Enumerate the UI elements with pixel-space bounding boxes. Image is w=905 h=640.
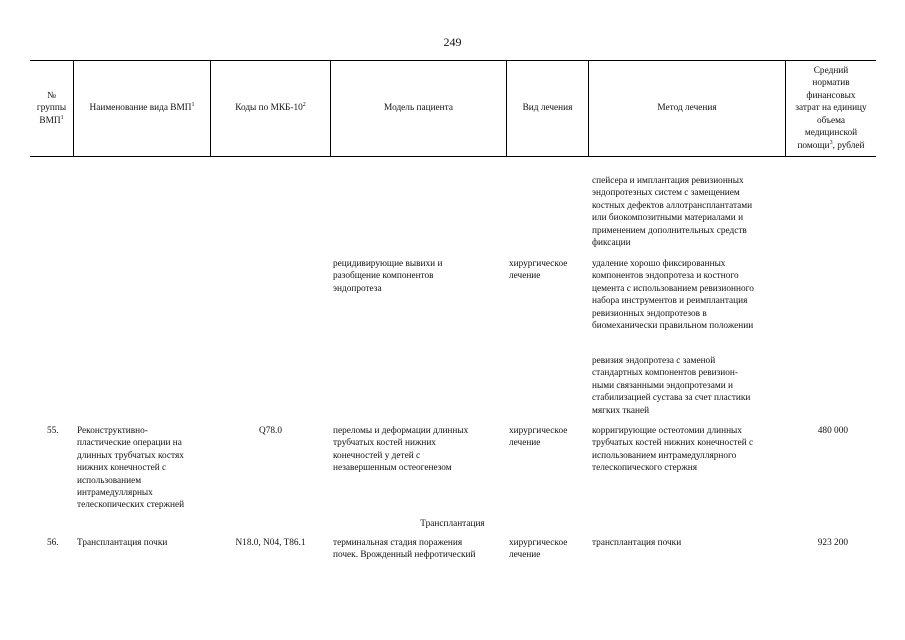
header-group-number-text: № группы ВМП xyxy=(36,90,67,126)
header-treatment-method xyxy=(589,61,785,156)
header-cost-norm xyxy=(786,61,876,156)
header-icd-codes-text: Коды по МКБ-10 xyxy=(235,103,303,114)
patient-model-text: рецидивирующие вывихи и разобщение компонентов эндопротеза xyxy=(333,259,443,294)
treatment-type-text: хирургическое лечение xyxy=(509,426,568,449)
icd-code-text: Q78.0 xyxy=(259,426,282,436)
method-text: трансплантация почки xyxy=(592,538,682,548)
header-treatment-type-text: Вид лечения xyxy=(522,103,573,114)
header-treatment-method-text: Метод лечения xyxy=(657,103,717,114)
page-number: 249 xyxy=(443,35,462,49)
cost-value: 923 200 xyxy=(817,538,848,548)
row-number: 56. xyxy=(47,538,59,548)
header-group-number xyxy=(30,61,73,156)
cost-value: 480 000 xyxy=(817,426,848,436)
method-text: ревизия эндопротеза с заменой стандартных компонентов ревизион- ными связанными эндопротезами и стабилизацией сустава за счет пластики мягких тканей xyxy=(592,356,751,416)
section-title: Трансплантация xyxy=(420,519,485,529)
header-cost-norm-text: Средний норматив финансовых затрат на единицу объема медицинской помощи xyxy=(795,66,867,151)
header-treatment-type xyxy=(507,61,588,156)
vmp-name-text: Реконструктивно- пластические операции на длинных трубчатых костях нижних конечностей с использованием интрамедуллярных телескопических стержней xyxy=(77,426,185,511)
method-text: корригирующие остеотомии длинных трубчатых костей нижних конечностей с использованием интрамедуллярного телескопического стержня xyxy=(592,426,754,474)
method-text: удаление хорошо фиксированных компонентов эндопротеза и костного цемента с использованием ревизионного набора инструментов и реимплантация ревизионных эндопротезов в биомеханически правильном положении xyxy=(592,259,754,332)
vmp-name-text: Трансплантация почки xyxy=(77,538,168,548)
treatment-type-text: хирургическое лечение xyxy=(509,538,568,561)
header-vmp-name xyxy=(74,61,210,156)
footnote-ref: 1 xyxy=(191,102,195,109)
header-patient-model-text: Модель пациента xyxy=(384,103,453,114)
header-cost-norm-tail: , рублей xyxy=(832,140,865,151)
patient-model-text: переломы и деформации длинных трубчатых костей нижних конечностей у детей с незавершенным остеогенезом xyxy=(333,426,469,474)
patient-model-text: терминальная стадия поражения почек. Врожденный нефротический xyxy=(333,538,476,561)
footnote-ref: 1 xyxy=(60,114,64,121)
footnote-ref: 2 xyxy=(302,102,306,109)
header-vmp-name-text: Наименование вида ВМП xyxy=(89,103,192,114)
row-number: 55. xyxy=(47,426,59,436)
footnote-ref: 3 xyxy=(829,139,833,146)
treatment-type-text: хирургическое лечение xyxy=(509,259,568,282)
header-bottom-rule xyxy=(30,156,876,157)
header-patient-model xyxy=(331,61,506,156)
header-icd-codes xyxy=(211,61,330,156)
method-text: спейсера и имплантация ревизионных эндопротезных систем с замещением костных дефектов аллотрансплантатами или биокомпозитными материалами и применением дополнительных средств фиксации xyxy=(592,176,753,249)
icd-code-text: N18.0, N04, T86.1 xyxy=(235,538,306,548)
